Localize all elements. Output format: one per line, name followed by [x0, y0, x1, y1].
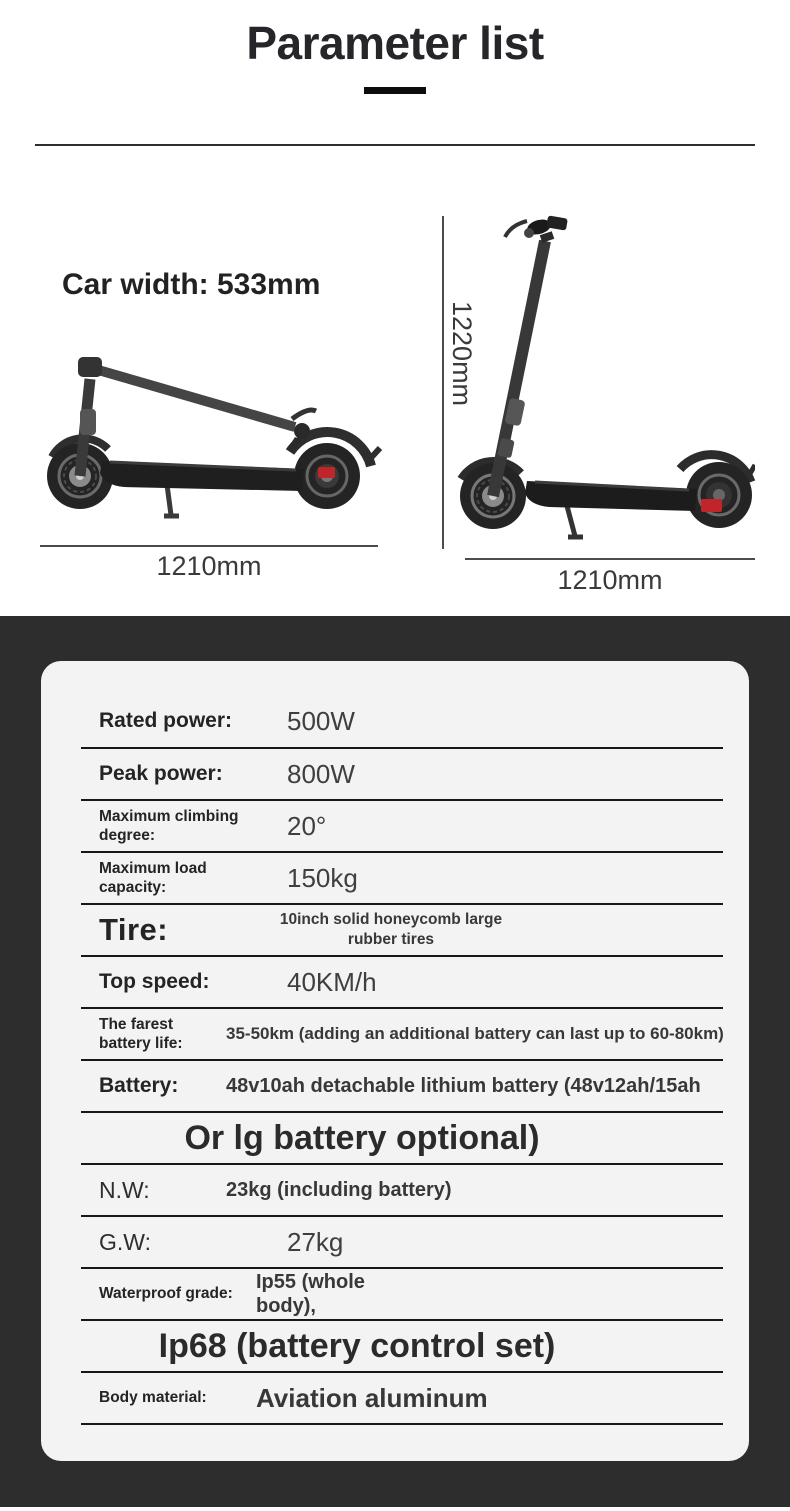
spec-label: The farest battery life: [99, 1015, 183, 1052]
spec-label: G.W: [99, 1228, 151, 1255]
spec-value: 40KM/h [287, 966, 377, 997]
page-title: Parameter list [246, 17, 544, 69]
spec-row-gross-weight [81, 1217, 723, 1269]
spec-value: 10inch solid honeycomb large rubber tires [279, 910, 503, 948]
spec-row-body-material [81, 1373, 723, 1425]
car-width-label: Car width: 533mm [62, 268, 321, 301]
parameter-section [0, 616, 790, 1507]
spec-full-text: Ip68 (battery control set) [158, 1326, 556, 1365]
spec-label: Maximum load capacity: [99, 859, 207, 896]
spec-row-battery-optional [81, 1113, 723, 1165]
left-length-dimension-line [40, 545, 378, 547]
spec-value: 800W [287, 758, 355, 789]
height-label: 1220mm [447, 301, 477, 407]
parameter-card [41, 661, 749, 1461]
right-length-dimension-line [465, 558, 755, 560]
spec-full-text: Or lg battery optional) [184, 1118, 540, 1157]
spec-value: 500W [287, 705, 355, 736]
spec-row-load-capacity [81, 853, 723, 905]
spec-row-battery [81, 1061, 723, 1113]
spec-row-waterproof [81, 1269, 723, 1321]
spec-row-net-weight [81, 1165, 723, 1217]
scooter-upright-image [455, 211, 755, 541]
right-length-label: 1210mm [557, 565, 663, 595]
spec-value: 150kg [287, 862, 358, 893]
title-underline [364, 87, 426, 94]
spec-label: Maximum climbing degree: [99, 807, 239, 844]
spec-label: Battery: [99, 1074, 179, 1097]
spec-row-rated-power [81, 695, 723, 749]
spec-label: N.W: [99, 1176, 150, 1203]
spec-label: Rated power: [99, 709, 233, 732]
spec-row-battery-life [81, 1009, 723, 1061]
scooter-folded-image [40, 349, 382, 521]
spec-value: Aviation aluminum [256, 1382, 488, 1413]
spec-label: Body material: [99, 1389, 207, 1407]
spec-row-ip68 [81, 1321, 723, 1373]
spec-value: 23kg (including battery) [226, 1178, 452, 1201]
spec-label: Waterproof grade: [99, 1285, 233, 1303]
spec-value: 35-50km (adding an additional battery can last up to 60-80km) [226, 1024, 724, 1043]
left-length-label: 1210mm [156, 551, 262, 581]
dimension-figures [0, 146, 790, 616]
spec-value: 48v10ah detachable lithium battery (48v12ah/15ah [226, 1074, 701, 1097]
spec-value: 20° [287, 810, 327, 841]
spec-row-tire [81, 905, 723, 957]
spec-value: 27kg [287, 1226, 344, 1257]
spec-row-top-speed [81, 957, 723, 1009]
header [0, 16, 790, 146]
height-dimension-line [442, 216, 444, 549]
spec-row-climbing-degree [81, 801, 723, 853]
spec-label: Top speed: [99, 970, 210, 993]
spec-label: Tire: [99, 912, 169, 947]
spec-value: Ip55 (whole body), [256, 1271, 365, 1317]
spec-label: Peak power: [99, 762, 223, 785]
spec-row-peak-power [81, 749, 723, 801]
